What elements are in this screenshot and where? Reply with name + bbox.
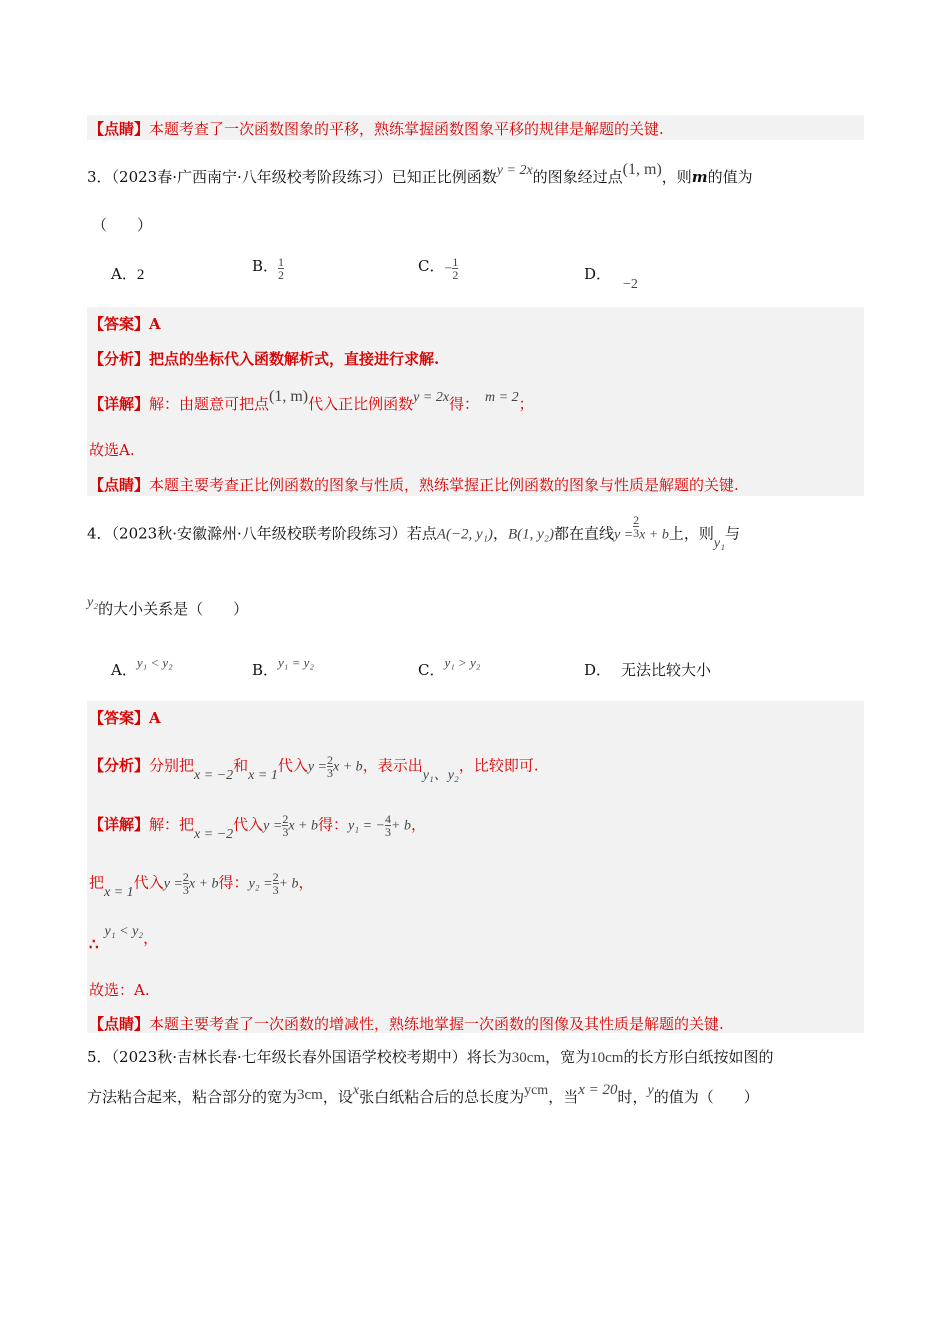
math-var: m (691, 168, 708, 186)
fraction-numerator: 2 (633, 513, 640, 527)
question-text: ，宽为 (545, 1048, 591, 1066)
option-a[interactable] (111, 655, 173, 680)
analysis-text: 代入 (277, 756, 308, 775)
fraction-denominator: 3 (633, 526, 640, 540)
choose-text: 故选：A. (89, 981, 150, 999)
fraction-denominator: 3 (282, 825, 289, 839)
math-point: (1, m) (269, 388, 309, 405)
math-function: y = 2x (413, 390, 450, 405)
option-c[interactable] (418, 256, 458, 281)
answer-value: A (149, 709, 161, 727)
detail-text: 代入 (233, 815, 264, 834)
analysis-text: 把点的坐标代入函数解析式，直接进行求解. (149, 350, 440, 368)
question-5-line-2 (87, 1082, 759, 1107)
comment-block-top (87, 115, 864, 140)
question-text: ，则 (661, 168, 692, 186)
math-x: x = −2 (194, 767, 234, 783)
detail-text: 得： (218, 873, 249, 892)
answer-value: A (149, 315, 161, 333)
detail-text: 解：把 (149, 815, 195, 834)
comment-label: 【点睛】 (89, 476, 150, 494)
question-number: 5． (87, 1048, 112, 1066)
question-text: 与 (724, 524, 740, 543)
solution-block-q3 (87, 307, 864, 496)
option-label: D． (584, 265, 612, 283)
question-3-paren: （ ） (92, 216, 153, 234)
comment-label: 【点睛】 (89, 120, 150, 138)
question-source: （2023秋·安徽滁州·八年级校联考阶段练习） (111, 524, 407, 543)
analysis-text: 分别把 (149, 756, 195, 775)
math-x: x = 1 (248, 767, 278, 783)
math-x-20: x = 20 (578, 1082, 618, 1098)
fraction-numerator: 4 (385, 812, 391, 826)
detail-text: 解：由题意可把点 (149, 395, 270, 413)
math-result: + b (391, 818, 411, 834)
fraction-numerator: 1 (278, 255, 285, 269)
math-y2: y₂ (87, 595, 99, 610)
math-y2: y₂ (447, 767, 459, 783)
option-c[interactable] (418, 655, 481, 680)
math-line-rest: x + b (333, 759, 363, 775)
fraction-denominator: 3 (272, 883, 279, 897)
fraction-numerator: 2 (282, 812, 289, 826)
math-x: x = 1 (104, 884, 134, 900)
option-value: y₁ > y₂ (444, 655, 481, 670)
math-result: m = 2 (485, 390, 519, 405)
math-point-a: A(−2, y₁) (436, 526, 493, 543)
detail-text: ， (298, 873, 314, 892)
detail-text: 得： (449, 395, 480, 413)
math-line-y: y = (263, 818, 283, 834)
analysis-label: 【分析】 (89, 756, 150, 775)
therefore-symbol: ∴ (89, 935, 99, 953)
detail-label: 【详解】 (89, 395, 150, 413)
comment-text: 本题主要考查正比例函数的图象与性质，熟练掌握正比例函数的图象与性质是解题的关键. (149, 476, 739, 494)
option-value: 无法比较大小 (621, 661, 712, 679)
math-point-b: B(1, y₂) (507, 526, 554, 543)
option-label: B． (252, 661, 279, 679)
question-text: 的图象经过点 (532, 168, 623, 186)
option-label: A． (111, 265, 137, 283)
option-b[interactable] (252, 655, 314, 680)
detail-text: 代入 (133, 873, 164, 892)
math-result: y₁ = − (348, 818, 385, 834)
detail-text: ， (410, 815, 426, 834)
math-result: y₂ = (248, 876, 273, 892)
math-y: y (647, 1083, 654, 1098)
option-value: 2 (136, 267, 145, 283)
question-number: 4． (87, 524, 112, 543)
question-text: 方法粘合起来，粘合部分的宽为 (87, 1088, 298, 1106)
math-x: x = −2 (194, 826, 234, 842)
option-label: C． (418, 256, 445, 275)
question-5-line-1 (87, 1046, 773, 1067)
question-text: ， (492, 524, 508, 543)
question-text: 上，则 (668, 524, 714, 543)
math-line-y: y = (307, 759, 328, 775)
solution-block-q4 (87, 701, 864, 1033)
fraction-denominator: 2 (452, 268, 459, 282)
math-y1: y₁ (713, 535, 725, 551)
fraction-denominator: 2 (278, 268, 285, 282)
option-value: y₁ < y₂ (136, 655, 173, 670)
math-result: y₁ < y₂ (104, 924, 144, 939)
detail-label: 【详解】 (89, 815, 150, 834)
math-line-rest: x + b (188, 876, 219, 892)
comment-label: 【点睛】 (89, 1015, 150, 1033)
option-d[interactable] (584, 659, 711, 680)
detail-text: ； (518, 395, 534, 413)
math-width: 10cm (590, 1050, 624, 1066)
question-text: ，当 (548, 1088, 579, 1106)
fraction-numerator: 2 (327, 753, 334, 767)
comment-text: 本题主要考查了一次函数的增减性，熟练地掌握一次函数的图像及其性质是解题的关键. (149, 1015, 724, 1033)
fraction-numerator: 2 (182, 870, 189, 884)
math-line-y: y = (614, 527, 634, 543)
option-b[interactable] (252, 256, 284, 281)
question-text: 的长方形白纸按如图的 (623, 1048, 774, 1066)
comment-text: 本题考查了一次函数图象的平移，熟练掌握函数图象平移的规律是解题的关键. (149, 120, 664, 138)
detail-text: 代入正比例函数 (308, 395, 414, 413)
math-y1: y₁、 (422, 767, 448, 783)
option-label: B． (252, 256, 279, 275)
option-value: −2 (623, 277, 638, 292)
question-source: （2023秋·吉林长春·七年级长春外国语学校校考期中） (111, 1048, 467, 1066)
question-text: 的值为（ ） (653, 1088, 759, 1106)
fraction-denominator: 3 (327, 766, 334, 780)
detail-text: 把 (89, 873, 105, 892)
fraction-denominator: 3 (182, 883, 189, 897)
question-text: 的值为 (707, 168, 753, 186)
math-x: x (352, 1083, 360, 1098)
math-fraction (633, 514, 639, 539)
fraction-denominator: 3 (385, 825, 391, 839)
math-point: (1, m) (622, 161, 662, 178)
math-result: + b (278, 876, 299, 892)
math-line-y: y = (163, 876, 183, 892)
analysis-text: 和 (233, 756, 249, 775)
detail-text: 得： (318, 815, 349, 834)
analysis-text: ，表示出 (362, 756, 423, 775)
math-function: y = 2x (496, 163, 533, 178)
detail-text: ， (143, 929, 159, 947)
math-ycm: ycm (524, 1083, 549, 1098)
answer-label: 【答案】 (89, 709, 150, 727)
question-text: 将长为 (466, 1048, 512, 1066)
question-text: 时， (617, 1088, 648, 1106)
question-text: 都在直线 (553, 524, 614, 543)
option-label: D． (584, 661, 612, 679)
question-text: 已知正比例函数 (391, 168, 497, 186)
option-label: C． (418, 661, 445, 679)
fraction-numerator: 2 (272, 870, 279, 884)
question-source: （2023春·广西南宁·八年级校考阶段练习） (111, 168, 392, 186)
math-glue: 3cm (297, 1087, 323, 1103)
option-a[interactable] (111, 263, 144, 284)
analysis-text: ，比较即可. (458, 756, 539, 775)
question-4-line-2 (87, 595, 249, 619)
choose-text: 故选A. (89, 441, 135, 459)
question-4-line-1 (87, 513, 740, 551)
question-text: 若点 (406, 524, 437, 543)
fraction-numerator: 1 (452, 255, 459, 269)
math-line-rest: x + b (639, 527, 669, 543)
question-text: 张白纸粘合后的总长度为 (359, 1088, 525, 1106)
question-number: 3． (87, 168, 112, 186)
math-line-rest: x + b (288, 818, 318, 834)
option-label: A． (111, 661, 137, 679)
question-text: 的大小关系是（ ） (98, 600, 249, 618)
question-text: ，设 (322, 1088, 353, 1106)
answer-label: 【答案】 (89, 315, 150, 333)
option-fraction (452, 256, 458, 281)
analysis-label: 【分析】 (89, 350, 150, 368)
option-d[interactable] (584, 263, 638, 292)
question-3-line-1 (87, 161, 753, 187)
option-sign: − (444, 261, 453, 277)
math-length: 30cm (511, 1050, 546, 1066)
option-fraction (278, 256, 284, 281)
option-value: y₁ = y₂ (278, 655, 314, 670)
